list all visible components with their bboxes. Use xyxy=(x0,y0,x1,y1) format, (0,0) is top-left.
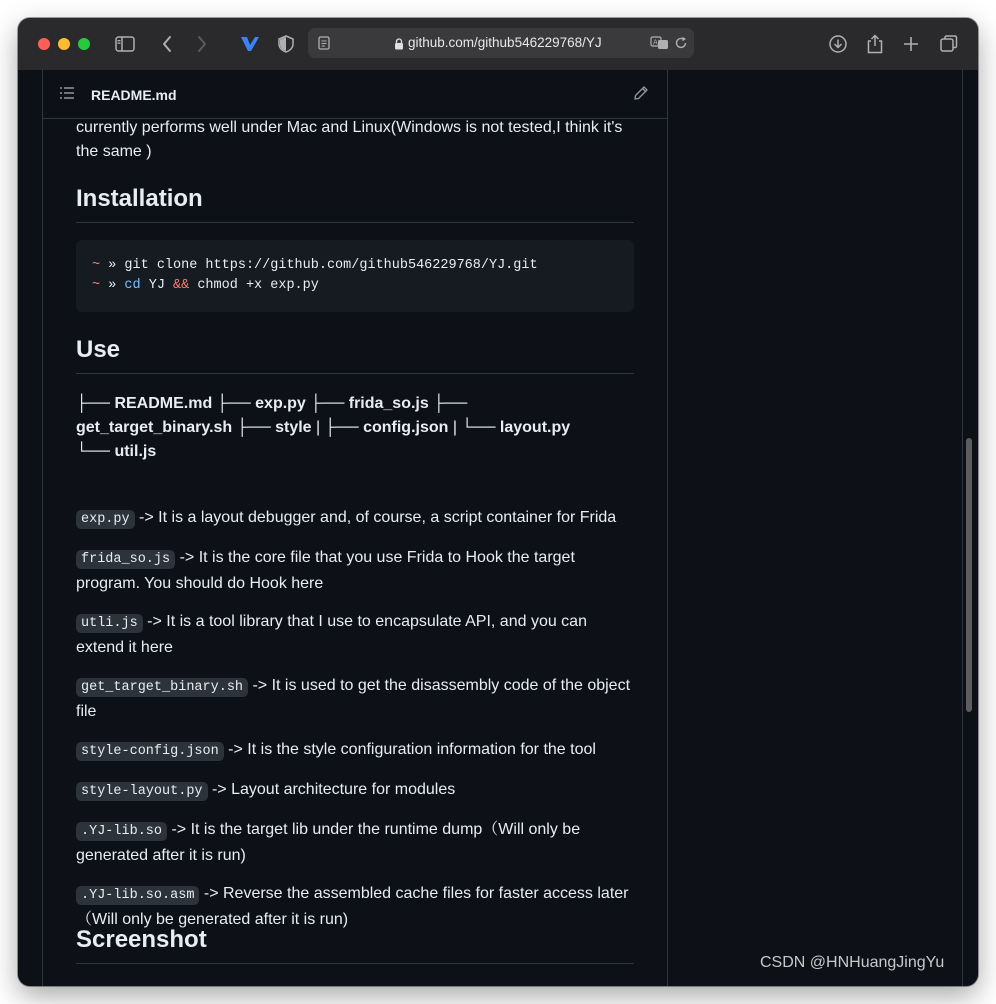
tree-connector: ├── xyxy=(232,419,276,436)
file-tree-line xyxy=(76,416,634,440)
file-tree xyxy=(76,392,634,464)
prompt-tilde: ~ xyxy=(92,278,101,293)
inline-code: exp.py xyxy=(76,510,135,529)
svg-text:A: A xyxy=(653,38,658,47)
intro-paragraph: currently performs well under Mac and Linux(Windows is not tested,I think it's the same ) xyxy=(76,119,623,160)
file-description xyxy=(76,674,634,724)
code-token: YJ xyxy=(140,278,174,293)
reload-icon[interactable] xyxy=(674,36,688,55)
tree-filename: style xyxy=(275,419,312,436)
description-text: -> It is the core file that you use Frida to Hook the target program. You should do Hook here xyxy=(76,549,575,592)
tree-connector: ├── xyxy=(76,395,115,412)
description-text: -> It is a layout debugger and, of course, a script container for Frida xyxy=(134,509,617,526)
tree-connector: | xyxy=(311,419,325,436)
inline-code: .YJ-lib.so.asm xyxy=(76,886,199,905)
description-text: -> Layout architecture for modules xyxy=(207,781,456,798)
readme-filename[interactable]: README.md xyxy=(91,87,177,103)
lock-icon xyxy=(394,37,404,55)
install-code-block xyxy=(76,240,634,312)
tree-filename: config.json xyxy=(363,419,449,436)
tree-filename: util.js xyxy=(114,443,157,460)
inline-code: .YJ-lib.so xyxy=(76,822,167,841)
tree-connector: | xyxy=(448,419,462,436)
browser-toolbar xyxy=(18,18,978,71)
tree-connector: ├── xyxy=(428,395,468,412)
privacy-shield-icon[interactable] xyxy=(274,32,298,56)
address-bar[interactable] xyxy=(308,28,694,58)
inline-code: utli.js xyxy=(76,614,143,633)
file-description xyxy=(76,818,634,868)
edit-pencil-icon[interactable] xyxy=(633,85,649,106)
code-token: git clone https://github.com/github546229768/YJ.git xyxy=(124,258,538,273)
file-tree-line xyxy=(76,440,634,464)
page-scrollbar[interactable] xyxy=(966,438,972,712)
prompt-separator: » xyxy=(100,258,125,273)
zoom-window-button[interactable] xyxy=(78,38,90,50)
minimize-window-button[interactable] xyxy=(58,38,70,50)
tree-filename: frida_so.js xyxy=(348,395,429,412)
page-menu-icon[interactable] xyxy=(318,36,330,55)
file-description xyxy=(76,610,634,660)
description-text: -> It is used to get the disassembly code of the object file xyxy=(76,677,631,720)
tree-filename: exp.py xyxy=(255,395,306,412)
readme-panel xyxy=(42,70,668,986)
tree-connector: ├── xyxy=(212,395,256,412)
description-text: -> It is the style configuration information for the tool xyxy=(223,741,596,758)
inline-code: get_target_binary.sh xyxy=(76,678,248,697)
downloads-icon[interactable] xyxy=(826,32,850,56)
url-text[interactable]: github.com/github546229768/YJ xyxy=(408,35,602,50)
file-description xyxy=(76,506,634,532)
code-line xyxy=(92,276,319,296)
tree-connector: ├── xyxy=(305,395,349,412)
tab-overview-icon[interactable] xyxy=(937,32,961,56)
file-description xyxy=(76,546,634,596)
description-text: -> Reverse the assembled cache files for faster access later（Will only be generated after it is run) xyxy=(76,885,629,928)
page-content xyxy=(18,70,978,986)
file-description xyxy=(76,778,634,804)
code-token: && xyxy=(173,278,190,293)
installation-heading: Installation xyxy=(76,184,634,223)
tree-filename: get_target_binary.sh xyxy=(76,419,233,436)
new-tab-icon[interactable] xyxy=(899,32,923,56)
description-text: -> It is a tool library that I use to encapsulate API, and you can extend it here xyxy=(76,613,587,656)
prompt-separator: » xyxy=(100,278,125,293)
code-token: chmod +x exp.py xyxy=(189,278,319,293)
content-divider xyxy=(962,70,963,986)
tree-connector: └── xyxy=(461,419,500,436)
browser-window xyxy=(18,18,978,986)
inline-code: frida_so.js xyxy=(76,550,175,569)
code-line xyxy=(92,256,538,276)
back-icon[interactable] xyxy=(155,32,179,56)
watermark-text: CSDN @HNHuangJingYu xyxy=(760,954,945,971)
tree-filename: README.md xyxy=(114,395,213,412)
file-description xyxy=(76,738,634,764)
tree-connector: ├── xyxy=(324,419,364,436)
readme-header xyxy=(43,70,667,119)
prompt-tilde: ~ xyxy=(92,258,101,273)
sidebar-toggle-icon[interactable] xyxy=(113,32,137,56)
close-window-button[interactable] xyxy=(38,38,50,50)
outline-list-icon[interactable] xyxy=(59,86,75,105)
file-tree-line xyxy=(76,392,634,416)
tree-connector: └── xyxy=(76,443,115,460)
tree-filename: layout.py xyxy=(499,419,571,436)
inline-code: style-config.json xyxy=(76,742,224,761)
forward-icon[interactable] xyxy=(190,32,214,56)
use-heading: Use xyxy=(76,335,634,374)
translate-icon[interactable] xyxy=(650,35,670,56)
screenshot-heading: Screenshot xyxy=(76,925,634,964)
code-token: cd xyxy=(124,278,141,293)
share-icon[interactable] xyxy=(863,32,887,56)
extension-logo-icon[interactable] xyxy=(238,32,262,56)
description-text: -> It is the target lib under the runtime dump（Will only be generated after it is run) xyxy=(76,821,581,864)
inline-code: style-layout.py xyxy=(76,782,208,801)
